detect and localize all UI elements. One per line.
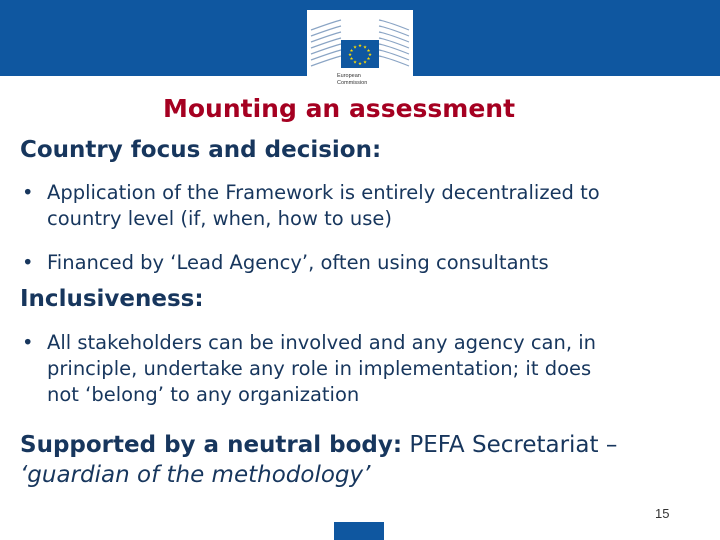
- footer-bar: [334, 522, 384, 540]
- bullet-stakeholders: • All stakeholders can be involved and any agency can, in principle, undertake any role in implementation; it does not ‘belong’ to any organization: [22, 331, 597, 406]
- supported-label: Supported by a neutral body:: [20, 432, 403, 458]
- svg-text:★: ★: [347, 53, 353, 58]
- section-heading-inclusiveness: Inclusiveness:: [20, 286, 204, 312]
- bullet-dot: •: [22, 181, 34, 204]
- svg-text:★: ★: [349, 49, 354, 54]
- slide-title: Mounting an assessment: [163, 94, 516, 123]
- svg-text:★: ★: [367, 53, 373, 58]
- svg-text:★: ★: [352, 45, 358, 51]
- svg-text:★: ★: [357, 44, 363, 49]
- supported-quote: ‘guardian of the methodology’: [20, 462, 371, 488]
- section-heading-country-focus: Country focus and decision:: [20, 137, 382, 163]
- supported-body: PEFA Secretariat –: [402, 432, 618, 458]
- bullet-dot: •: [22, 251, 34, 274]
- bullet-decentralized: • Application of the Framework is entirely decentralized to country level (if, when, how to use): [22, 181, 600, 230]
- supported-statement: [20, 430, 617, 490]
- logo-caption: European Commission: [337, 73, 368, 86]
- page-number: 15: [655, 506, 670, 521]
- bullet-dot: •: [22, 331, 34, 354]
- svg-text:★: ★: [357, 62, 363, 67]
- svg-text:★: ★: [362, 45, 368, 51]
- svg-text:★: ★: [366, 49, 371, 54]
- svg-text:★: ★: [352, 60, 358, 66]
- svg-text:★: ★: [362, 60, 368, 66]
- svg-text:★: ★: [366, 57, 371, 62]
- bullet-financed: • Financed by ‘Lead Agency’, often using consultants: [22, 251, 549, 274]
- svg-text:★: ★: [349, 57, 354, 62]
